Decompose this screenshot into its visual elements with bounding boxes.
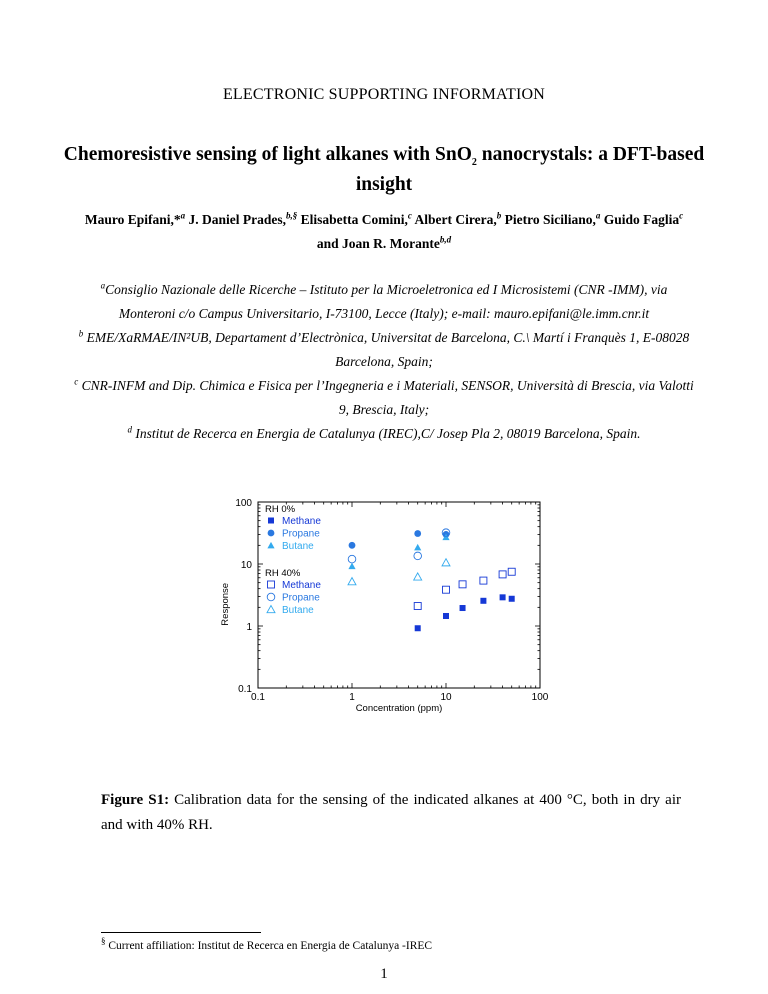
data-point bbox=[508, 568, 515, 575]
calibration-chart bbox=[210, 490, 580, 730]
paper-title bbox=[60, 140, 708, 200]
data-point bbox=[500, 594, 506, 600]
data-point bbox=[509, 596, 515, 602]
x-tick-label: 0.1 bbox=[251, 692, 265, 703]
y-tick-label: 10 bbox=[240, 560, 252, 571]
data-point bbox=[499, 571, 506, 578]
chart-svg bbox=[210, 490, 580, 730]
x-tick-label: 100 bbox=[531, 692, 549, 703]
affiliation-a: $^a$Consiglio Nazionale delle Ricerche – Istituto per la Microeletronica ed I Microsistemi (CNR -IMM), via Monteroni c/o Campus Universitario, I-73100, Lecce (Italy); e-mail: mauro.epifani@le.imm.cnr.it bbox=[100, 280, 668, 321]
data-point bbox=[348, 578, 356, 585]
author: Albert Cirera,$^b$ bbox=[411, 210, 502, 227]
data-point bbox=[443, 586, 450, 593]
y-tick-label: 100 bbox=[235, 498, 252, 509]
author: Guido Faglia$^c$ bbox=[600, 210, 684, 227]
data-point bbox=[349, 542, 356, 549]
author-list bbox=[80, 208, 688, 256]
legend-label: Methane bbox=[282, 516, 321, 527]
affiliation-d: $^d$ Institut de Recerca en Energia de Catalunya (IREC),C/ Josep Pla 2, 08019 Barcelona, Spain. bbox=[127, 424, 641, 441]
legend-group-title: RH 0% bbox=[265, 504, 296, 515]
author: J. Daniel Prades,$^{b,\S}$ bbox=[185, 210, 298, 227]
author: and Joan R. Morante$^{b,d}$ bbox=[316, 234, 452, 251]
data-point bbox=[460, 605, 466, 611]
data-point bbox=[415, 625, 421, 631]
author: Elisabetta Comini,$^c$ bbox=[297, 210, 412, 227]
page-number: 1 bbox=[380, 966, 388, 982]
x-axis-label: Concentration (ppm) bbox=[355, 703, 443, 714]
legend-label: Propane bbox=[282, 592, 320, 604]
data-point bbox=[348, 555, 356, 563]
legend-label: Propane bbox=[282, 528, 320, 540]
data-point bbox=[414, 544, 421, 550]
affiliation-c: $^c$ CNR-INFM and Dip. Chimica e Fisica per l’Ingegneria e i Materiali, SENSOR, Università di Brescia, via Valotti 9, Brescia, Italy; bbox=[74, 376, 694, 417]
data-point bbox=[348, 563, 355, 569]
legend-label: Butane bbox=[282, 605, 314, 616]
title-part-1: Chemoresistive sensing of light alkanes with SnO bbox=[63, 144, 472, 165]
footnote: § Current affiliation: Institut de Recerca en Energia de Catalunya -IREC bbox=[101, 936, 433, 952]
caption-label: Figure S1: bbox=[101, 792, 170, 808]
data-point bbox=[414, 530, 421, 537]
legend-marker bbox=[268, 518, 274, 524]
title-subscript: 2 bbox=[471, 156, 477, 168]
footnote-rule bbox=[101, 932, 261, 933]
data-point bbox=[442, 559, 450, 566]
legend-marker bbox=[268, 581, 275, 588]
legend-marker bbox=[268, 530, 275, 537]
x-tick-label: 1 bbox=[349, 692, 355, 703]
data-point bbox=[480, 577, 487, 584]
affiliation-b: $^b$ EME/XaRMAE/IN²UB, Departament d’Electrònica, Universitat de Barcelona, C.\ Martí i Franquès 1, E-08028 Barcelona, Spain; bbox=[78, 328, 690, 369]
data-point bbox=[414, 603, 421, 610]
y-tick-label: 1 bbox=[246, 622, 252, 633]
figure-caption bbox=[101, 788, 681, 838]
legend-group-title: RH 40% bbox=[265, 568, 301, 579]
page-header: ELECTRONIC SUPPORTING INFORMATION bbox=[222, 86, 546, 103]
author: Mauro Epifani,*$^a$ bbox=[84, 210, 186, 227]
data-point bbox=[480, 598, 486, 604]
y-axis-label: Response bbox=[220, 582, 231, 626]
x-tick-label: 10 bbox=[440, 692, 452, 703]
legend-label: Methane bbox=[282, 580, 321, 591]
caption-text: Calibration data for the sensing of the indicated alkanes at 400 °C, both in dry air and with 40% RH. bbox=[101, 792, 681, 833]
y-tick-label: 0.1 bbox=[238, 684, 252, 695]
legend-marker bbox=[267, 606, 275, 613]
data-point bbox=[443, 613, 449, 619]
title-part-2: nanocrystals: a DFT-based insight bbox=[355, 144, 705, 195]
data-point bbox=[414, 573, 422, 580]
data-point bbox=[459, 581, 466, 588]
legend-marker bbox=[267, 593, 275, 601]
legend-marker bbox=[267, 542, 274, 548]
affiliations bbox=[72, 278, 696, 446]
legend-label: Butane bbox=[282, 541, 314, 552]
data-point bbox=[414, 552, 422, 560]
author: Pietro Siciliano,$^a$ bbox=[501, 210, 601, 227]
